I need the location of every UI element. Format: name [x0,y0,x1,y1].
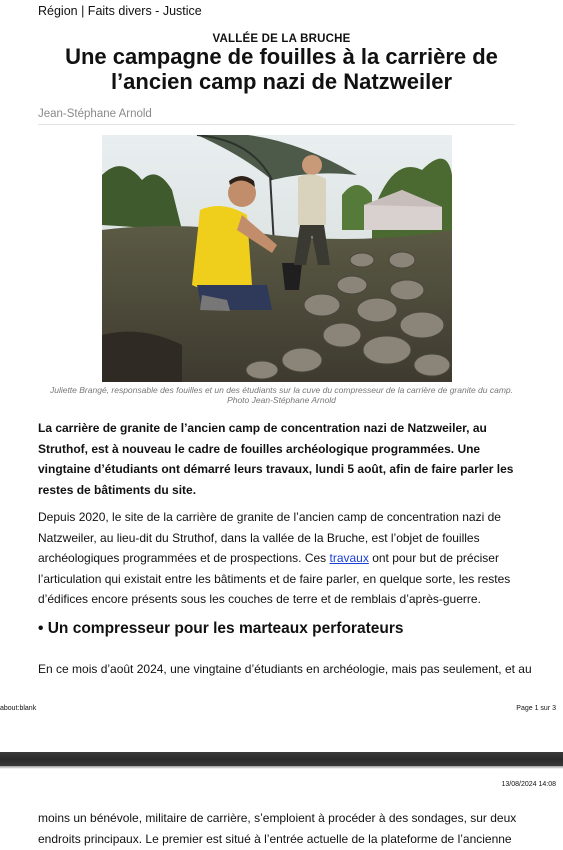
page-separator-shadow [0,766,563,769]
travaux-link[interactable]: travaux [329,551,369,565]
article-kicker: VALLÉE DE LA BRUCHE [212,33,351,45]
article-paragraph [38,507,518,610]
photo-caption: Juliette Brangé, responsable des fouilles et un des étudiants sur la cuve du compresseur de la carrière de granite du camp. Photo Jean-Stéphane Arnold [49,385,514,405]
article-paragraph-continued: moins un bénévole, militaire de carrière, s’emploient à procéder à des sondages, sur deux endroits principaux. Le premier est situé à l’entrée actuelle de la plateforme de l’ancienne [38,811,517,846]
article-lead: La carrière de granite de l’ancien camp de concentration nazi de Natzweiler, au Struthof, est à nouveau le cadre de fouilles archéologique programmées. Une vingtaine d’étudiants ont démarré leurs travaux, lundi 5 août, afin de faire parler les restes de bâtiments du site. [38,421,514,497]
page-separator [0,752,563,766]
article-photo [102,135,452,382]
excavation-photo-illustration [102,135,452,382]
section-heading: • Un compresseur pour les marteaux perforateurs [38,620,404,637]
paragraph-text: Depuis 2020, le site de la carrière de granite de l’ancien camp de concentration nazi de Natzweiler, au lieu-dit du Struthof, dans la vallée de la Bruche, est l’objet de fouilles archéologiques programmées et de prospections. Ces [38,510,501,565]
paragraph-text: ont pour but de préciser l’articulation qui existait entre les bâtiments et de faire parler, en quelque sorte, les restes d’édifices encore présents sous les couches de terre et de remblais d’après-guerre. [38,551,511,606]
print-header-date: 13/08/2024 14:08 [501,781,556,788]
breadcrumb[interactable]: Région | Faits divers - Justice [38,4,202,18]
print-footer-url: about:blank [0,705,37,712]
article-headline: Une campagne de fouilles à la carrière de l’ancien camp nazi de Natzweiler [65,44,498,94]
article-author[interactable]: Jean-Stéphane Arnold [38,108,152,120]
print-footer-page: Page 1 sur 3 [516,705,556,712]
article-paragraph: En ce mois d’août 2024, une vingtaine d’étudiants en archéologie, mais pas seulement, et au [38,662,532,676]
divider [38,124,515,125]
